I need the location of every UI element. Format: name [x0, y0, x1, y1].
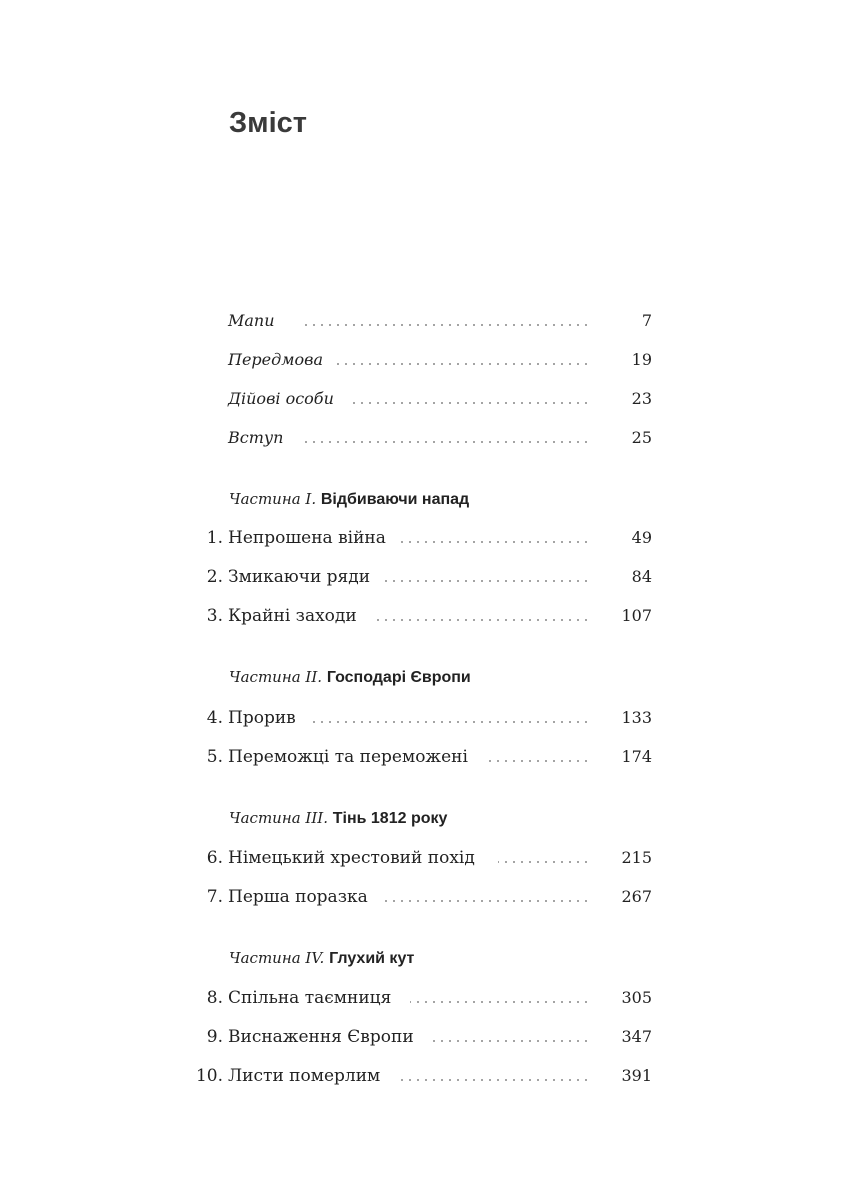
toc-entry-page: 19 — [631, 350, 652, 369]
toc-entry-label: Мапи — [228, 311, 275, 330]
toc-entry-label: Перша поразка — [228, 887, 368, 907]
toc-entry-label: Прорив — [228, 708, 296, 728]
toc-entry-introduction[interactable] — [0, 425, 849, 451]
toc-entry-page: 25 — [631, 428, 652, 447]
dot-leader — [382, 900, 590, 902]
toc-entry-chapter[interactable] — [0, 603, 849, 629]
toc-entry-chapter[interactable] — [0, 705, 849, 731]
toc-entry-chapter[interactable] — [0, 744, 849, 770]
chapter-number: 4. — [206, 708, 223, 728]
dot-leader — [498, 861, 590, 863]
toc-entry-maps[interactable] — [0, 308, 849, 334]
toc-entry-page: 84 — [631, 567, 652, 586]
chapter-number: 2. — [206, 567, 223, 587]
part-label: Частина II. — [229, 668, 327, 686]
part-heading[interactable] — [229, 945, 414, 971]
dot-leader — [348, 402, 590, 404]
chapter-number: 7. — [206, 887, 223, 907]
part-heading[interactable] — [229, 486, 469, 512]
toc-entry-page: 347 — [621, 1027, 652, 1046]
part-title: Глухий кут — [329, 950, 415, 967]
part-heading[interactable] — [229, 664, 471, 690]
toc-entry-chapter[interactable] — [0, 985, 849, 1011]
toc-entry-page: 174 — [621, 747, 652, 766]
dot-leader — [398, 1079, 590, 1081]
dot-leader — [410, 1001, 590, 1003]
dot-leader — [300, 324, 590, 326]
toc-entry-page: 107 — [621, 606, 652, 625]
part-title: Відбиваючи напад — [320, 491, 470, 508]
page-title: Зміст — [229, 107, 308, 139]
toc-entry-label: Німецький хрестовий похід — [228, 848, 475, 868]
chapter-number: 5. — [206, 747, 223, 767]
chapter-number: 8. — [206, 988, 223, 1008]
part-label: Частина I. — [229, 490, 321, 508]
dot-leader — [484, 760, 590, 762]
toc-entry-characters[interactable] — [0, 386, 849, 412]
toc-entry-chapter[interactable] — [0, 1063, 849, 1089]
toc-entry-chapter[interactable] — [0, 845, 849, 871]
toc-entry-label: Переможці та переможені — [228, 747, 468, 767]
toc-entry-page: 215 — [621, 848, 652, 867]
toc-entry-label: Спільна таємниця — [228, 988, 392, 1008]
toc-entry-page: 49 — [631, 528, 652, 547]
toc-entry-label: Виснаження Європи — [228, 1027, 414, 1047]
part-label: Частина III. — [229, 809, 333, 827]
toc-entry-page: 267 — [621, 887, 652, 906]
dot-leader — [428, 1040, 590, 1042]
toc-entry-label: Дійові особи — [228, 389, 334, 408]
dot-leader — [384, 580, 590, 582]
toc-entry-page: 23 — [631, 389, 652, 408]
toc-entry-page: 391 — [621, 1066, 652, 1085]
toc-entry-page: 133 — [621, 708, 652, 727]
chapter-number: 9. — [206, 1027, 223, 1047]
chapter-number: 1. — [206, 528, 223, 548]
toc-entry-page: 7 — [641, 311, 652, 330]
chapter-number: 3. — [206, 606, 223, 626]
toc-entry-chapter[interactable] — [0, 564, 849, 590]
toc-entry-label: Крайні заходи — [228, 606, 357, 626]
toc-entry-label: Непрошена війна — [228, 528, 386, 548]
toc-entry-label: Передмова — [228, 350, 324, 369]
part-title: Господарі Європи — [326, 669, 471, 686]
toc-entry-chapter[interactable] — [0, 884, 849, 910]
part-label: Частина IV. — [229, 949, 330, 967]
dot-leader — [310, 721, 590, 723]
part-heading[interactable] — [229, 805, 447, 831]
toc-entry-chapter[interactable] — [0, 1024, 849, 1050]
toc-entry-label: Змикаючи ряди — [228, 567, 371, 587]
toc-entry-page: 305 — [621, 988, 652, 1007]
dot-leader — [337, 363, 590, 365]
toc-entry-preface[interactable] — [0, 347, 849, 373]
part-title: Тінь 1812 року — [332, 810, 448, 827]
dot-leader — [400, 541, 590, 543]
chapter-number: 10. — [195, 1066, 223, 1086]
chapter-number: 6. — [206, 848, 223, 868]
dot-leader — [376, 619, 590, 621]
toc-entry-label: Вступ — [228, 428, 284, 447]
toc-entry-chapter[interactable] — [0, 525, 849, 551]
toc-entry-label: Листи померлим — [228, 1066, 381, 1086]
dot-leader — [300, 441, 590, 443]
